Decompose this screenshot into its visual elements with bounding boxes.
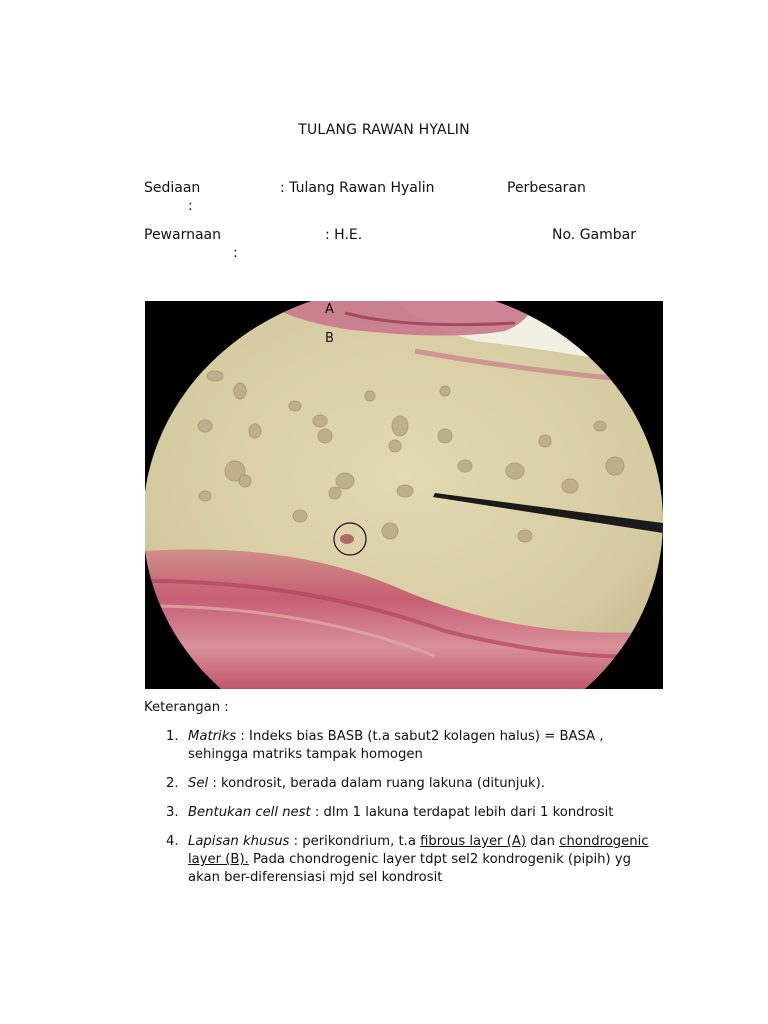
figure-label-a: A [325,302,334,317]
page-title: TULANG RAWAN HYALIN [298,122,470,138]
term-cell-nest: Bentukan cell nest [188,805,311,820]
nogambar-colon: : [233,245,238,261]
list-item: 1. Matriks : Indeks bias BASB (t.a sabut2 kolagen halus) = BASA , sehingga matriks tampak homogen [166,729,604,762]
pewarnaan-label: Pewarnaan [144,227,221,243]
micrograph-image [145,301,663,689]
perbesaran-colon: : [188,198,193,214]
fibrous-layer-term: fibrous layer (A) [420,834,526,849]
sediaan-value: : Tulang Rawan Hyalin [280,180,435,196]
term-lapisan-khusus: Lapisan khusus [188,834,290,849]
term-matriks: Matriks [188,729,237,744]
legend-list [144,728,664,898]
nogambar-label: No. Gambar [552,227,636,243]
figure-label-b: B [325,331,334,346]
perbesaran-label: Perbesaran [507,180,586,196]
pewarnaan-value: : H.E. [325,227,363,243]
sediaan-label: Sediaan [144,180,201,196]
list-item: 2. Sel : kondrosit, berada dalam ruang lakuna (ditunjuk). [166,776,545,791]
item-text: : kondrosit, berada dalam ruang lakuna (ditunjuk). [208,776,545,791]
item-text: : Indeks bias BASB (t.a sabut2 kolagen halus) = BASA , sehingga matriks tampak homogen [188,729,604,762]
circled-chondrocyte [340,534,354,544]
legend-title: Keterangan : [144,700,229,715]
list-item: 3. Bentukan cell nest : dlm 1 lakuna terdapat lebih dari 1 kondrosit [166,805,614,820]
chondrogenic-layer-term: chondrogenic layer (B). [188,834,649,867]
term-sel: Sel [188,776,209,791]
item-text: : dlm 1 lakuna terdapat lebih dari 1 kondrosit [310,805,614,820]
list-item: 4. Lapisan khusus : perikondrium, t.a fibrous layer (A) dan chondrogenic layer (B). Pada chondrogenic layer tdpt sel2 kondrogenik (pipih) yg akan ber-diferensiasi mjd sel kondrosit [166,834,649,885]
